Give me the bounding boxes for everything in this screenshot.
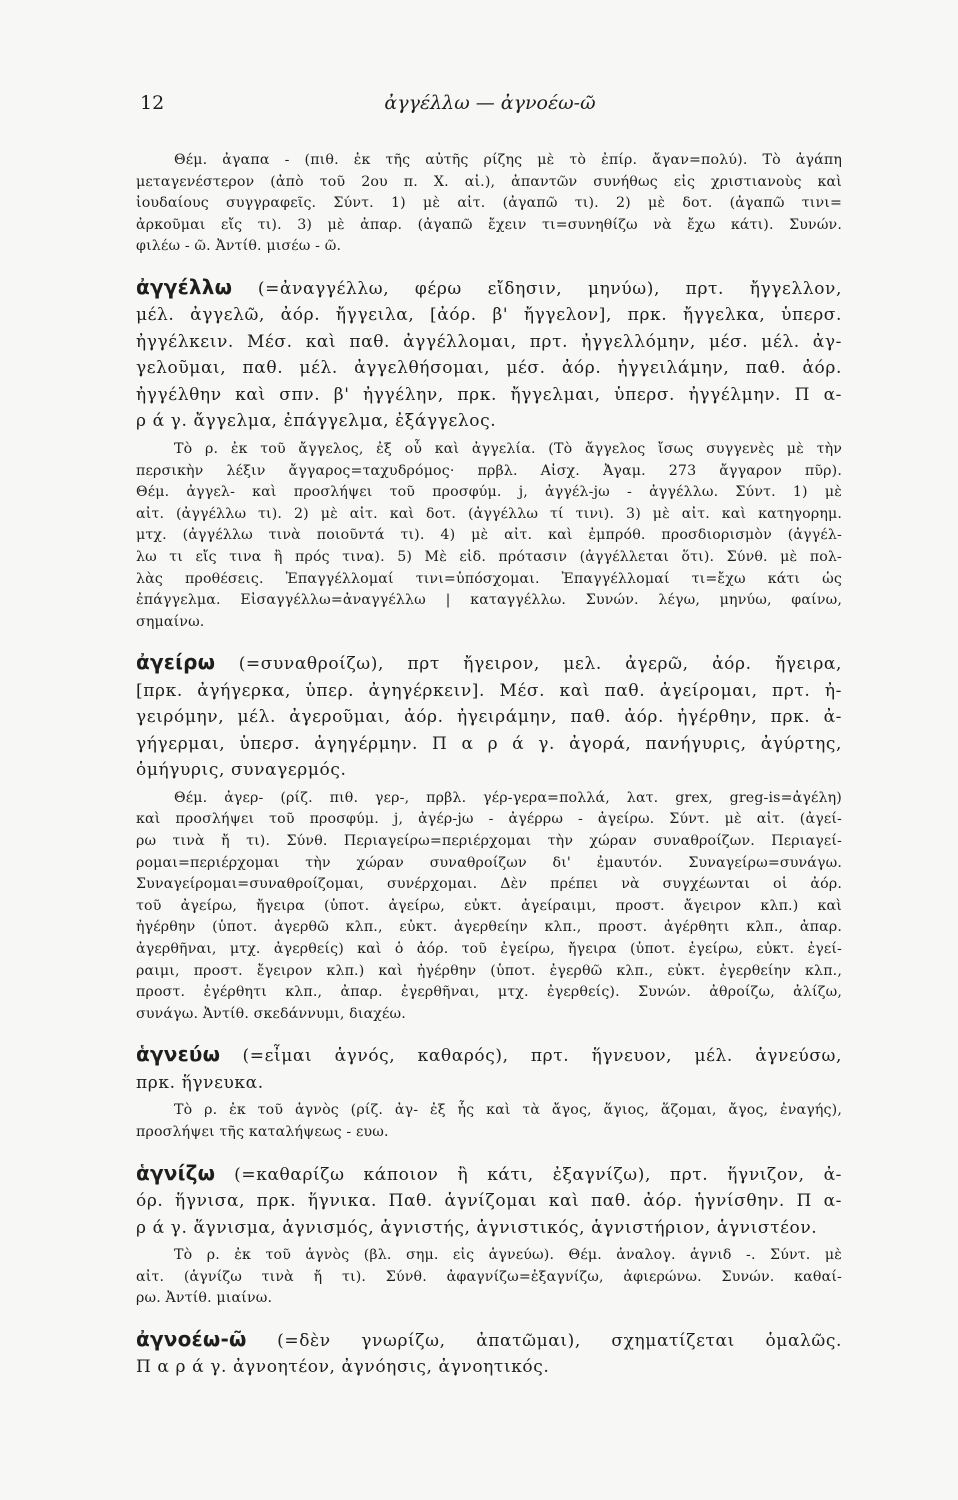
text-line: γελοῦμαι, παθ. μέλ. ἀγγελθήσομαι, μέσ. ἀόρ. ἠγγειλάμην, παθ. ἀόρ. [136,358,842,379]
entry-note-paragraph [136,439,842,633]
text-line: Τὸ ρ. ἐκ τοῦ ἁγνὸς (βλ. σημ. εἰς ἁγνεύω). Θέμ. ἀναλογ. ἁγνιδ -. Σύντ. μὲ [174,1247,842,1264]
text-line: καὶ προσλήψει τοῦ προσφύμ. j, ἀγέρ-jω - ἀγέρρω - ἀγείρω. Σύντ. μὲ αἰτ. (ἀγεί- [136,811,842,828]
page-header [140,92,840,122]
entry-headword-paragraph [136,649,842,784]
text-line: προσλήψει τῆς καταλήψεως - ευω. [136,1123,389,1140]
entry-note-paragraph [136,150,842,258]
text-line: τοῦ ἀγείρω, ἤγειρα (ὑποτ. ἀγείρω, εὐκτ. ἀγείραιμι, προστ. ἄγειρον κλπ.) καὶ [136,897,842,914]
text-line: ρ ά γ. ἅγνισμα, ἁγνισμός, ἁγνιστής, ἁγνιστικός, ἁγνιστήριον, ἁγνιστέον. [136,1217,818,1238]
text-line: Συναγείρομαι=συναθροίζομαι, συνέρχομαι. Δὲν πρέπει νὰ συγχέωνται οἱ ἀόρ. [136,876,842,893]
entry-headword-paragraph [136,1160,842,1242]
entry-aggello [136,274,842,633]
text-line: μεταγενέστερον (ἀπὸ τοῦ 2ου π. Χ. αἰ.), ἀπαντῶν συνήθως εἰς χριστιανοὺς καὶ [136,173,842,190]
entry-headword-paragraph [136,274,842,435]
text-line: ἠγγέλκειν. Μέσ. καὶ παθ. ἀγγέλλομαι, πρτ. ἠγγελλόμην, μέσ. μέλ. ἀγ- [136,331,842,352]
entry-agapao-tail [136,150,842,258]
text-line: ἀγερθῆναι, μτχ. ἀγερθείς) καὶ ὁ ἀόρ. τοῦ ἐγείρω, ἤγειρα (ὑποτ. ἐγείρω, εὐκτ. ἐγεί- [136,940,842,957]
text-line: Π α ρ ά γ. ἀγνοητέον, ἀγνόησις, ἀγνοητικός. [136,1357,550,1378]
text-line: ρω. Ἀντίθ. μιαίνω. [136,1290,273,1307]
text-line: ραιμι, προστ. ἔγειρον κλπ.) καὶ ἠγέρθην (ὑποτ. ἐγερθῶ κλπ., εὐκτ. ἐγερθείην κλπ., [136,962,842,979]
text-line: ρ ά γ. ἄγγελμα, ἐπάγγελμα, ἐξάγγελος. [136,411,497,432]
text-line: Τὸ ρ. ἐκ τοῦ ἁγνὸς (ρίζ. ἀγ- ἐξ ἧς καὶ τὰ ἄγος, ἅγιος, ἅζομαι, ἄγος, ἐναγής), [174,1102,842,1119]
entry-note-paragraph [136,788,842,1026]
text-line: ἀρκοῦμαι εἴς τι). 3) μὲ ἀπαρ. (ἀγαπῶ ἔχειν τι=συνηθίζω νὰ ἔχω κάτι). Συνών. [136,216,842,233]
text-line: Θέμ. ἀγγελ- καὶ προσλήψει τοῦ προσφύμ. j, ἀγγέλ-jω - ἀγγέλλω. Σύντ. 1) μὲ [136,484,842,501]
text-line: αἰτ. (ἁγνίζω τινὰ ἤ τι). Σύνθ. ἀφαγνίζω=ἐξαγνίζω, ἀφιερώνω. Συνών. καθαί- [136,1268,842,1285]
text-line: ἀγγέλλω (=ἀναγγέλλω, φέρω εἴδησιν, μηνύω), πρτ. ἤγγελλον, [136,274,842,299]
text-line: περσικὴν λέξιν ἄγγαρος=ταχυδρόμος· πρβλ. Αἰσχ. Ἀγαμ. 273 ἄγγαρον πῦρ). [136,462,842,479]
text-line: ἰουδαίους συγγραφεῖς. Σύντ. 1) μὲ αἰτ. (ἀγαπῶ τι). 2) μὲ δοτ. (ἀγαπῶ τινι= [136,195,842,212]
text-line: ἀγείρω (=συναθροίζω), πρτ ἤγειρον, μελ. ἀγερῶ, ἀόρ. ἤγειρα, [136,650,842,675]
entry-note-paragraph [136,1100,842,1143]
text-line: [πρκ. ἀγήγερκα, ὑπερ. ἀγηγέρκειν]. Μέσ. καὶ παθ. ἀγείρομαι, πρτ. ἠ- [136,680,842,701]
text-line: μτχ. (ἀγγέλλω τινὰ ποιοῦντά τι). 4) μὲ αἰτ. καὶ ἐμπρόθ. προσδιορισμὸν (ἀγγέλ- [136,527,842,544]
dictionary-entries [136,150,842,1381]
entry-ageiro [136,649,842,1025]
entry-headword-paragraph [136,1041,842,1096]
text-line: ὁμήγυρις, συναγερμός. [136,760,347,781]
text-line: ρω τινὰ ἤ τι). Σύνθ. Περιαγείρω=περιέρχομαι τὴν χώραν συναθροίζων. Περιαγεί- [136,833,842,849]
entry-agneuo [136,1041,842,1143]
text-line: ἠγγέλθην καὶ σπν. β' ἠγγέλην, πρκ. ἤγγελμαι, ὑπερσ. ἠγγέλμην. Π α- [136,384,842,405]
text-line: ἀγνοέω-ῶ (=δὲν γνωρίζω, ἀπατῶμαι), σχηματίζεται ὁμαλῶς. [136,1326,842,1351]
text-line: σημαίνω. [136,613,205,630]
text-line: γειρόμην, μέλ. ἀγεροῦμαι, ἀόρ. ἠγειράμην, παθ. ἀόρ. ἠγέρθην, πρκ. ἀ- [136,707,842,728]
text-line: ἠγέρθην (ὑποτ. ἀγερθῶ κλπ., εὐκτ. ἀγερθείην κλπ., προστ. ἀγέρθητι κλπ., ἀπαρ. [136,919,842,936]
entry-agnoeo [136,1326,842,1381]
text-line: ἁγνίζω (=καθαρίζω κάποιον ἢ κάτι, ἐξαγνίζω), πρτ. ἥγνιζον, ἀ- [136,1160,842,1185]
text-line: λὰς προθέσεις. Ἐπαγγέλλομαί τινι=ὑπόσχομαι. Ἐπαγγέλλομαί τι=ἔχω κάτι ὡς [136,570,842,587]
text-line: ἐπάγγελμα. Εἰσαγγέλλω=ἀναγγέλλω | καταγγέλλω. Συνών. λέγω, μηνύω, φαίνω, [136,592,842,609]
text-line: ρομαι=περιέρχομαι τὴν χώραν συναθροίζων δι' ἐμαυτόν. Συναγείρω=συνάγω. [136,854,842,871]
lemma-headword: ἀγνοέω-ῶ [136,1326,247,1351]
lemma-headword: ἀγείρω [136,650,216,675]
text-line: φιλέω - ῶ. Ἀντίθ. μισέω - ῶ. [136,238,342,255]
lemma-headword: ἀγγέλλω [136,274,233,299]
entry-note-paragraph [136,1245,842,1310]
text-line: Θέμ. ἀγαπα - (πιθ. ἐκ τῆς αὐτῆς ρίζης μὲ τὸ ἐπίρ. ἄγαν=πολύ). Τὸ ἀγάπη [174,152,842,168]
lemma-headword: ἁγνίζω [136,1160,216,1185]
text-line: Τὸ ρ. ἐκ τοῦ ἄγγελος, ἐξ οὗ καὶ ἀγγελία. (Τὸ ἄγγελος ἴσως συγγενὲς μὲ τὴν [174,440,842,457]
text-line: όρ. ἥγνισα, πρκ. ἥγνικα. Παθ. ἁγνίζομαι καὶ παθ. ἀόρ. ἡγνίσθην. Π α- [136,1191,842,1212]
text-line: συνάγω. Ἀντίθ. σκεδάννυμι, διαχέω. [136,1005,406,1022]
entry-headword-paragraph [136,1326,842,1381]
text-line: προστ. ἐγέρθητι κλπ., ἀπαρ. ἐγερθῆναι, μτχ. ἐγερθείς). Συνών. ἀθροίζω, ἀλίζω, [136,984,842,1001]
running-head: ἀγγέλλω — ἀγνοέω-ῶ [384,92,596,114]
lemma-headword: ἁγνεύω [136,1042,221,1067]
text-line: πρκ. ἥγνευκα. [136,1072,264,1093]
text-line: Θέμ. ἀγερ- (ρίζ. πιθ. γερ-, πρβλ. γέρ-γερα=πολλά, λατ. grex, greg-is=ἀγέλη) [174,789,842,806]
text-line: ἁγνεύω (=εἶμαι ἁγνός, καθαρός), πρτ. ἥγνευον, μέλ. ἁγνεύσω, [136,1042,842,1067]
text-line: αἰτ. (ἀγγέλλω τι). 2) μὲ αἰτ. καὶ δοτ. (ἀγγέλλω τί τινι). 3) μὲ αἰτ. καὶ κατηγορημ. [136,505,842,522]
text-line: μέλ. ἀγγελῶ, ἀόρ. ἤγγειλα, [ἀόρ. β' ἤγγελον], πρκ. ἤγγελκα, ὑπερσ. [136,305,842,326]
entry-agnizo [136,1160,842,1310]
text-line: γήγερμαι, ὑπερσ. ἀγηγέρμην. Π α ρ ά γ. ἀγορά, πανήγυρις, ἀγύρτης, [136,733,842,754]
page-number: 12 [140,92,165,114]
text-line: λω τι εἴς τινα ἢ πρός τινα). 5) Μὲ εἰδ. πρότασιν (ἀγγέλλεται ὅτι). Σύνθ. μὲ πολ- [136,548,842,565]
